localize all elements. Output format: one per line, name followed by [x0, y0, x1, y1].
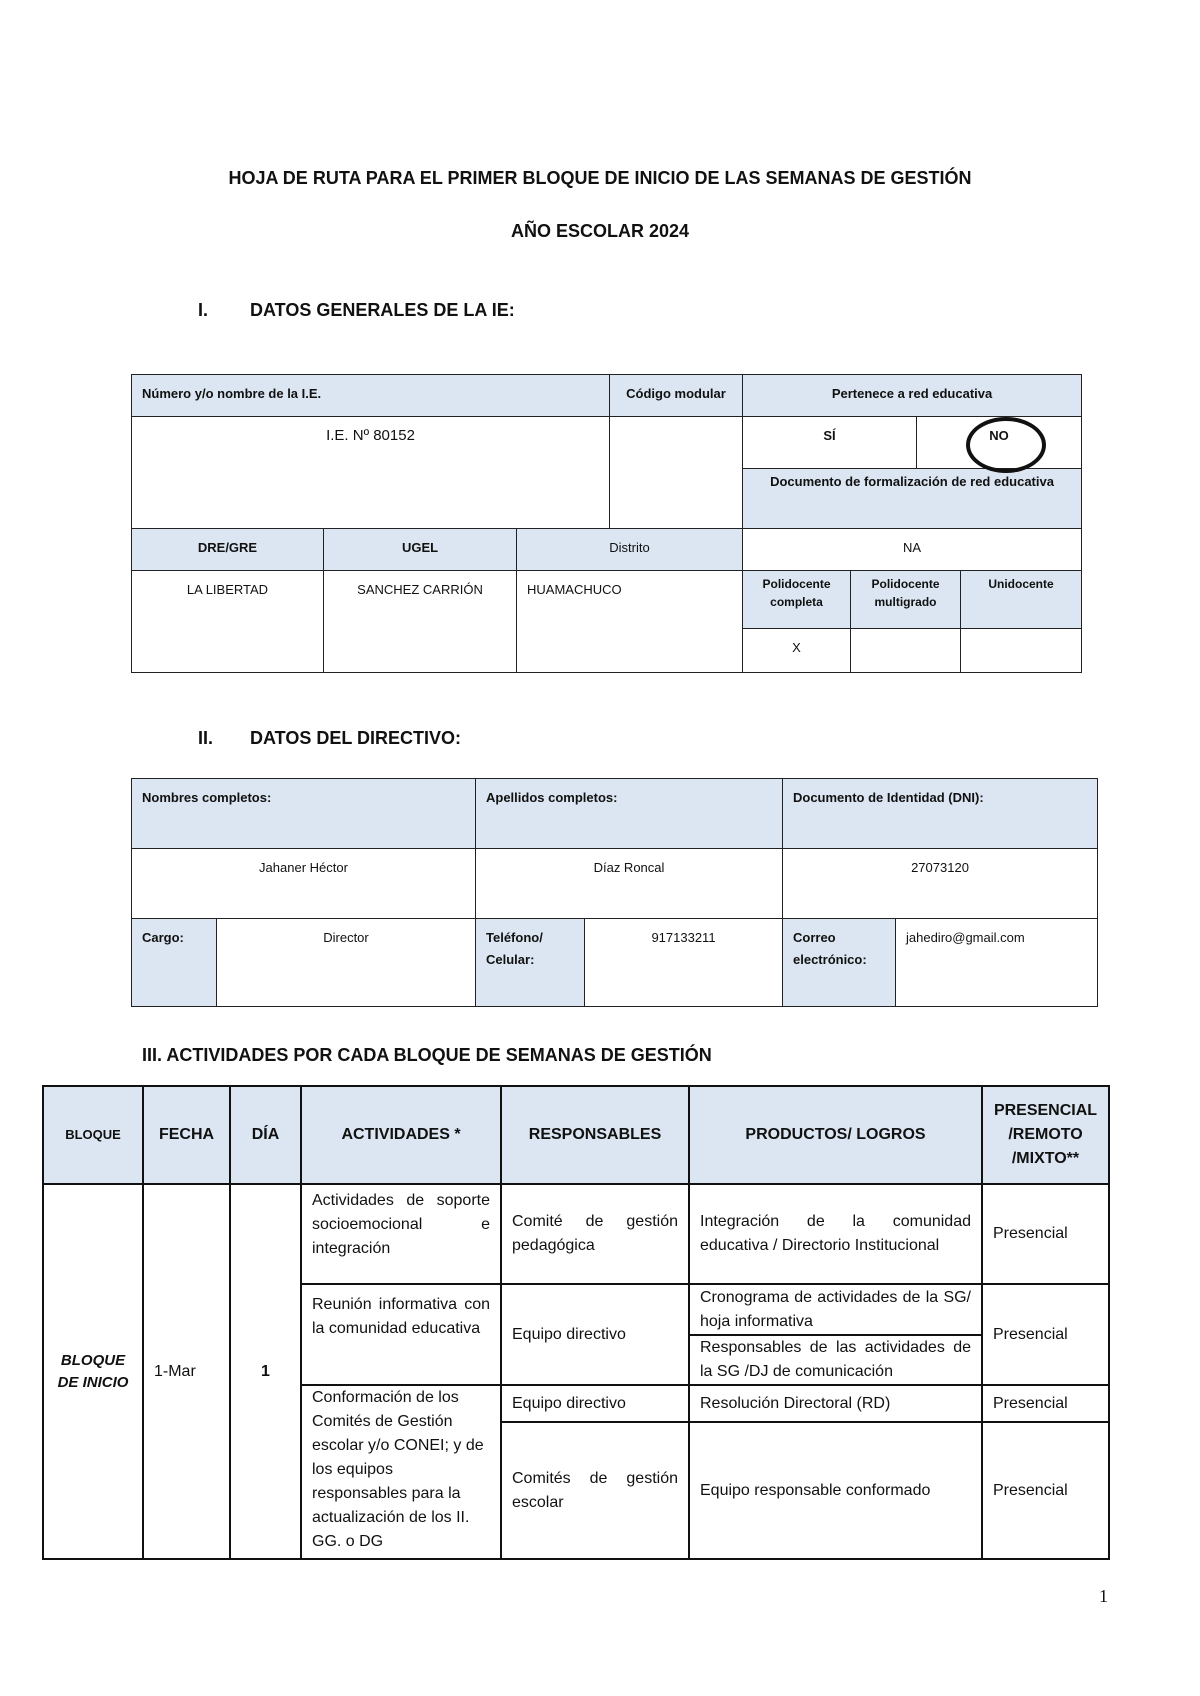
correo-value: jahediro@gmail.com: [896, 919, 1098, 1007]
header-polidocente-completa: Polidocente completa: [743, 571, 851, 629]
page-number: 1: [1099, 1586, 1108, 1606]
codigo-modular-value: [610, 417, 743, 529]
dni-value: 27073120: [783, 849, 1098, 919]
header-telefono: Teléfono/ Celular:: [476, 919, 585, 1007]
actividad-3: Conformación de los Comités de Gestión escolar y/o CONEI; y de los equipos responsables para la actualización de los II. GG. o DG: [301, 1385, 501, 1559]
header-codigo-modular: Código modular: [610, 375, 743, 417]
no-selection-circle: [966, 417, 1046, 473]
dre-value: LA LIBERTAD: [132, 571, 324, 673]
header-dre: DRE/GRE: [132, 529, 324, 571]
producto-3b: Equipo responsable conformado: [689, 1422, 982, 1559]
activities-table: [42, 1085, 1110, 1560]
producto-3a: Resolución Directoral (RD): [689, 1385, 982, 1422]
header-correo: Correo electrónico:: [783, 919, 896, 1007]
responsable-3a: Equipo directivo: [501, 1385, 689, 1422]
fecha-cell: 1-Mar: [143, 1184, 230, 1559]
telefono-value: 917133211: [585, 919, 783, 1007]
dia-cell: 1: [230, 1184, 301, 1559]
bloque-cell: BLOQUE DE INICIO: [43, 1184, 143, 1559]
modalidad-3b: Presencial: [982, 1422, 1109, 1559]
header-distrito: Distrito: [517, 529, 743, 571]
header-doc-formalizacion: Documento de formalización de red educativa: [743, 469, 1082, 529]
header-polidocente-multigrado: Polidocente multigrado: [851, 571, 961, 629]
cargo-value: Director: [217, 919, 476, 1007]
document-title: HOJA DE RUTA PARA EL PRIMER BLOQUE DE INICIO DE LAS SEMANAS DE GESTIÓN: [228, 168, 972, 188]
producto-2b: Responsables de las actividades de la SG /DJ de comunicación: [689, 1335, 982, 1385]
ie-data-table: [131, 374, 1082, 673]
producto-1: Integración de la comunidad educativa / Directorio Institucional: [689, 1184, 982, 1284]
ie-name-value: I.E. Nº 80152: [132, 417, 610, 529]
section-2-heading: [198, 728, 461, 749]
modalidad-1: Presencial: [982, 1184, 1109, 1284]
section-1-number: I.: [198, 300, 209, 320]
ugel-value: SANCHEZ CARRIÓN: [324, 571, 517, 673]
producto-2a: Cronograma de actividades de la SG/ hoja informativa: [689, 1284, 982, 1335]
unidocente-value: [961, 629, 1082, 673]
header-red-educativa: Pertenece a red educativa: [743, 375, 1082, 417]
responsable-2: Equipo directivo: [501, 1284, 689, 1385]
header-ugel: UGEL: [324, 529, 517, 571]
header-productos: PRODUCTOS/ LOGROS: [689, 1086, 982, 1184]
nombres-value: Jahaner Héctor: [132, 849, 476, 919]
red-si-option: SÍ: [743, 417, 917, 469]
header-bloque: BLOQUE: [43, 1086, 143, 1184]
header-fecha: FECHA: [143, 1086, 230, 1184]
document-subtitle: AÑO ESCOLAR 2024: [510, 221, 690, 241]
header-unidocente: Unidocente: [961, 571, 1082, 629]
modalidad-3a: Presencial: [982, 1385, 1109, 1422]
actividad-2: Reunión informativa con la comunidad educativa: [301, 1284, 501, 1385]
section-3-heading: III. ACTIVIDADES POR CADA BLOQUE DE SEMANAS DE GESTIÓN: [142, 1045, 712, 1065]
doc-formalizacion-value: NA: [743, 529, 1082, 571]
responsable-1: Comité de gestión pedagógica: [501, 1184, 689, 1284]
polidocente-completa-value: X: [743, 629, 851, 673]
polidocente-multigrado-value: [851, 629, 961, 673]
section-2-label: DATOS DEL DIRECTIVO:: [250, 728, 462, 748]
header-dia: DÍA: [230, 1086, 301, 1184]
header-responsables: RESPONSABLES: [501, 1086, 689, 1184]
responsable-3b: Comités de gestión escolar: [501, 1422, 689, 1559]
apellidos-value: Díaz Roncal: [476, 849, 783, 919]
section-1-heading: [198, 300, 515, 321]
header-cargo: Cargo:: [132, 919, 217, 1007]
distrito-value: HUAMACHUCO: [517, 571, 743, 673]
directivo-table: [131, 778, 1098, 1007]
header-apellidos: Apellidos completos:: [476, 779, 783, 849]
header-modalidad: PRESENCIAL /REMOTO /MIXTO**: [982, 1086, 1109, 1184]
header-actividades: ACTIVIDADES *: [301, 1086, 501, 1184]
modalidad-2: Presencial: [982, 1284, 1109, 1385]
header-ie-name: Número y/o nombre de la I.E.: [132, 375, 610, 417]
header-nombres: Nombres completos:: [132, 779, 476, 849]
header-dni: Documento de Identidad (DNI):: [783, 779, 1098, 849]
section-2-number: II.: [198, 728, 214, 748]
red-no-option: NO: [917, 417, 1082, 469]
actividad-1: Actividades de soporte socioemocional e integración: [301, 1184, 501, 1284]
section-1-label: DATOS GENERALES DE LA IE:: [250, 300, 515, 320]
